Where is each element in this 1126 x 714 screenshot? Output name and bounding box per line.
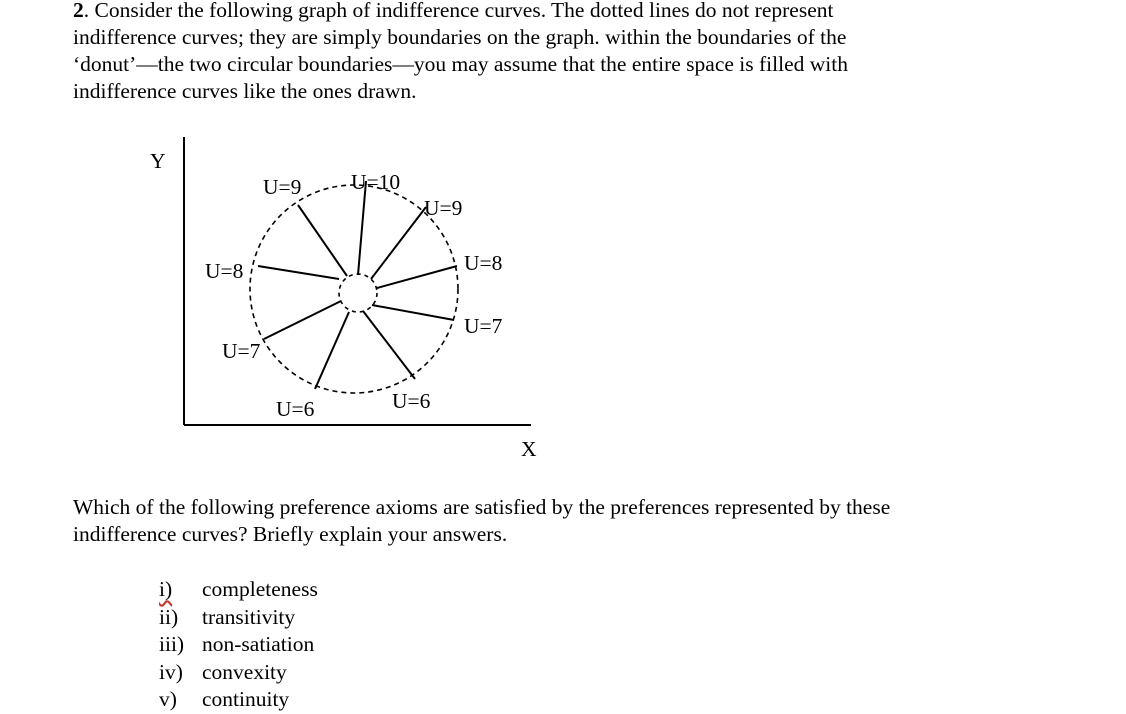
list-item-number: i) (159, 577, 173, 601)
indifference-curve-u7-left (264, 301, 341, 339)
label-u9-left: U=9 (263, 175, 302, 199)
label-u10: U=10 (351, 170, 401, 194)
indifference-curve-u9-left (298, 205, 347, 276)
list-item-label: transitivity (202, 604, 296, 629)
y-axis-label: Y (150, 149, 166, 173)
list-item-number: ii) (159, 604, 179, 629)
indifference-curve-u6-left (315, 312, 349, 389)
label-u6-right: U=6 (392, 389, 431, 413)
prompt-line: Which of the following preference axioms are satisfied by the preferences represented by these (73, 495, 891, 519)
indifference-curve-u6-right (363, 311, 415, 379)
label-u7-right: U=7 (464, 314, 503, 338)
question-line: ‘donut’—the two circular boundaries—you may assume that the entire space is filled with (73, 52, 848, 76)
inner-boundary (339, 274, 377, 312)
list-item-label: completeness (202, 577, 318, 601)
list-item (159, 576, 318, 604)
question-number: 2 (73, 0, 84, 22)
list-item-number: iii) (159, 632, 185, 656)
indifference-curve-u8-left (258, 266, 339, 279)
list-item (159, 659, 318, 687)
list-item-number: iv) (159, 659, 183, 684)
axiom-list (159, 576, 318, 714)
list-item (159, 631, 318, 659)
x-axis-label: X (521, 437, 537, 461)
label-u9-right: U=9 (424, 196, 463, 220)
list-item (159, 686, 318, 714)
label-u8-right: U=8 (464, 251, 503, 275)
indifference-curve-u10 (358, 181, 366, 275)
indifference-curve-u7-right (372, 305, 454, 320)
indifference-curve-u8-right (377, 266, 457, 288)
list-item-label: convexity (202, 659, 287, 684)
list-item-label: continuity (202, 687, 290, 711)
list-item-number: v) (159, 687, 177, 711)
question-line: indifference curves; they are simply boundaries on the graph. within the boundaries of the (73, 25, 847, 49)
label-u8-left: U=8 (205, 259, 244, 283)
indifference-curve-u9-right (371, 207, 426, 279)
prompt-line: indifference curves? Briefly explain your answers. (73, 522, 508, 546)
label-u7-left: U=7 (222, 339, 261, 363)
list-item-label: non-satiation (202, 632, 315, 656)
list-item (159, 604, 318, 632)
question-line-text: . Consider the following graph of indifference curves. The dotted lines do not represent (83, 0, 834, 22)
question-line: indifference curves like the ones drawn. (73, 79, 417, 103)
label-u6-left: U=6 (276, 397, 315, 421)
prompt-text (73, 494, 1033, 548)
